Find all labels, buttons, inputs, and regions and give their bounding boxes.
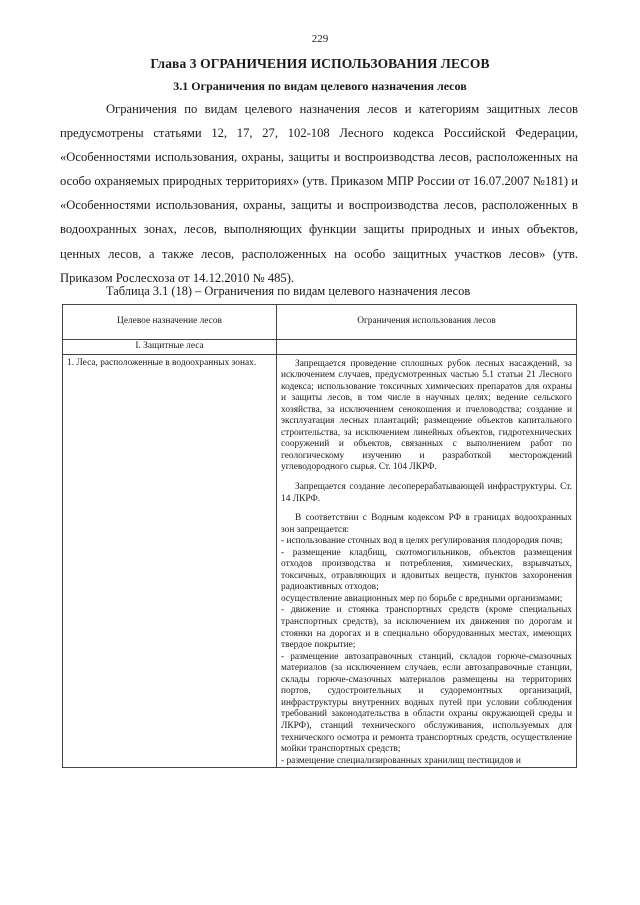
restriction-list-item: - движение и стоянка транспортных средств (кроме специальных транспортных средств), за исключением их движения по дорогам и стоянки на дорогах и в специально оборудованных местах, имеющих твердое покрытие; xyxy=(281,605,572,651)
restriction-paragraph: Запрещается проведение сплошных рубок лесных насаждений, за исключением случаев, предусмотренных частью 5.1 статьи 21 Лесного кодекса; использование токсичных химических препаратов для охраны и защиты лесов, в том числе в научных целях; ведение сельского хозяйства, за исключением сенокошения и пчеловодства; создание и эксплуатация лесных плантаций; размещение объектов капитального строительства, за исключением линейных объектов, гидротехнических сооружений и объектов, связанных с выполнением работ по геологическому изучению и разработкой месторождений углеводородного сырья. Ст. 104 ЛКРФ. xyxy=(281,358,572,473)
column-header-restrictions: Ограничения использования лесов xyxy=(277,305,577,340)
intro-paragraph: Ограничения по видам целевого назначения лесов и категориям защитных лесов предусмотрены статьями 12, 17, 27, 102-108 Лесного кодекса Российской Федерации, «Особенностями использования, охраны, защиты и воспроизводства лесов, расположенных на особо охраняемых природных территориях» (утв. Приказом МПР России от 16.07.2007 №181) и «Особенностями использования, охраны, защиты и воспроизводства лесов, расположенных в водоохранных зонах, лесов, выполняющих функции защиты природных и иных объектов, ценных лесов, а также лесов, расположенных на особо защитных участков лесов» (утв. Приказом Рослесхоза от 14.12.2010 № 485). xyxy=(60,102,578,285)
group-empty-cell xyxy=(277,340,577,355)
column-header-purpose: Целевое назначение лесов xyxy=(63,305,277,340)
table-row xyxy=(63,354,577,768)
restriction-list-item: - размещение кладбищ, скотомогильников, объектов размещения отходов производства и потребления, химических, взрывчатых, токсичных, отравляющих и ядовитых веществ, пунктов захоронения радиоактивных отходов; xyxy=(281,547,572,593)
group-label: I. Защитные леса xyxy=(63,340,277,355)
chapter-title: Глава 3 ОГРАНИЧЕНИЯ ИСПОЛЬЗОВАНИЯ ЛЕСОВ xyxy=(150,56,490,71)
restrictions-table xyxy=(62,304,577,768)
restriction-list-item: - размещение специализированных хранилищ пестицидов и xyxy=(281,755,521,766)
restriction-list-item: - использование сточных вод в целях регулирования плодородия почв; xyxy=(281,536,563,547)
page-number: 229 xyxy=(311,33,329,45)
table-group-row xyxy=(63,340,577,355)
restriction-list-item: - размещение автозаправочных станций, складов горюче-смазочных материалов (за исключением случаев, если автозаправочные станции, склады горюче-смазочных материалов размещены на территориях портов, судостроительных и судоремонтных организаций, инфраструктуры внутренних водных путей при условии соблюдения требований законодательства в области охраны окружающей среды и ЛКРФ), станций технического обслуживания, используемых для технического осмотра и ремонта транспортных средств, осуществление мойки транспортных средств; xyxy=(281,651,572,755)
table-header-row xyxy=(63,305,577,340)
row-restrictions-cell xyxy=(277,354,577,768)
restriction-paragraph: В соответствии с Водным кодексом РФ в границах водоохранных зон запрещается: xyxy=(281,513,572,535)
restriction-paragraph: Запрещается создание лесоперерабатывающей инфраструктуры. Ст. 14 ЛКРФ. xyxy=(281,482,572,504)
table-caption: Таблица 3.1 (18) – Ограничения по видам целевого назначения лесов xyxy=(106,284,471,298)
restriction-list-item: осуществление авиационных мер по борьбе с вредными организмами; xyxy=(281,593,563,604)
row-purpose-cell: 1. Леса, расположенные в водоохранных зонах. xyxy=(63,354,277,768)
section-title: 3.1 Ограничения по видам целевого назначения лесов xyxy=(173,79,467,93)
